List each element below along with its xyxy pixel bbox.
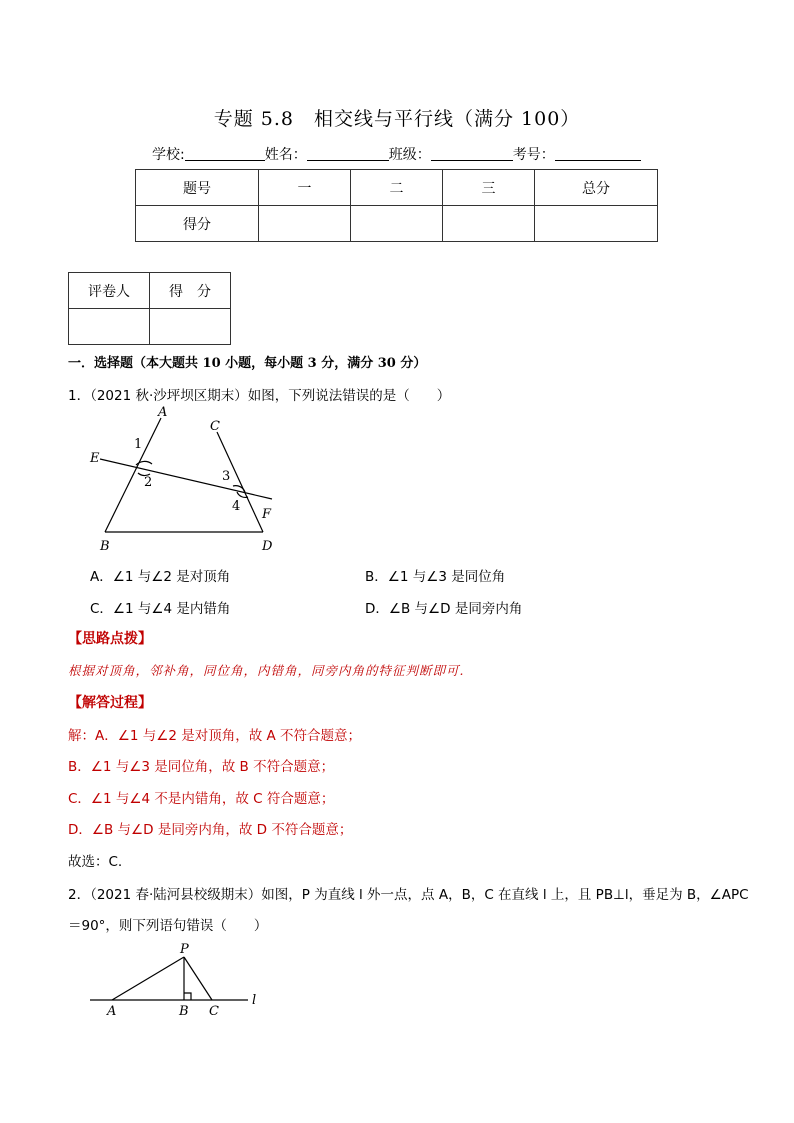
- point-D-label: D: [262, 539, 273, 554]
- angle-2-label: 2: [144, 475, 153, 490]
- score-table-score-row: [136, 206, 658, 242]
- line-AB: [105, 418, 161, 532]
- hint-heading: 【思路点拨】: [68, 631, 152, 647]
- score-cell[interactable]: [259, 206, 351, 242]
- score-cell[interactable]: [443, 206, 535, 242]
- score-header-cell: 题号: [136, 170, 259, 206]
- name-label: 姓名：: [264, 147, 307, 163]
- solution-line: C．∠1 与∠4 不是内错角，故 C 符合题意；: [68, 791, 335, 807]
- point-E-label: E: [90, 451, 100, 466]
- class-label: 班级：: [388, 147, 431, 163]
- question-1-stem: 1．（2021 秋·沙坪坝区期末）如图，下列说法错误的是（ ）: [68, 388, 451, 404]
- exam-no-label: 考号：: [512, 147, 555, 163]
- line-l-label: l: [252, 993, 257, 1008]
- solution-conclusion: 故选：C.: [68, 854, 123, 870]
- segment-PA: [112, 957, 184, 1000]
- question-2-stem-line-1: 2．（2021 春·陆河县校级期末）如图，P 为直线 l 外一点，点 A，B，C 在直线 l 上，且 PB⊥l，垂足为 B，∠APC: [68, 887, 749, 903]
- solution-line: B．∠1 与∠3 是同位角，故 B 不符合题意；: [68, 759, 335, 775]
- option-a[interactable]: A．∠1 与∠2 是对顶角: [90, 569, 231, 585]
- point-B-label: B: [179, 1004, 189, 1019]
- score-table-header-row: [136, 170, 658, 206]
- school-label: 学校:: [152, 147, 185, 163]
- right-angle-mark: [184, 993, 191, 1000]
- point-B-label: B: [100, 539, 110, 554]
- point-C-label: C: [210, 419, 220, 434]
- page-title: 专题 5.8 相交线与平行线（满分 100）: [213, 108, 581, 130]
- point-A-label: A: [107, 1004, 117, 1019]
- grader-cell[interactable]: [69, 309, 150, 345]
- question-1-figure: [80, 402, 290, 562]
- option-d[interactable]: D．∠B 与∠D 是同旁内角: [365, 601, 523, 617]
- option-b[interactable]: B．∠1 与∠3 是同位角: [365, 569, 506, 585]
- score-table: [135, 169, 658, 242]
- solution-line: 解：A．∠1 与∠2 是对顶角，故 A 不符合题意；: [68, 728, 362, 744]
- angle-3-label: 3: [222, 469, 231, 484]
- solution-line: D．∠B 与∠D 是同旁内角，故 D 不符合题意；: [68, 822, 353, 838]
- point-C-label: C: [209, 1004, 219, 1019]
- point-A-label: A: [158, 405, 168, 420]
- section-heading: 一．选择题（本大题共 10 小题，每小题 3 分，满分 30 分）: [68, 356, 427, 371]
- angle-4-label: 4: [232, 499, 241, 514]
- question-2-figure: [85, 940, 275, 1020]
- student-info-line: [152, 144, 641, 164]
- grader-score-cell[interactable]: [150, 309, 231, 345]
- grader-table: [68, 272, 231, 345]
- class-blank[interactable]: [431, 146, 513, 161]
- grader-label: 评卷人: [69, 273, 150, 309]
- grader-score-label: 得 分: [150, 273, 231, 309]
- line-EF: [100, 459, 272, 499]
- question-2-stem-line-2: ＝90°，则下列语句错误（ ）: [68, 918, 268, 934]
- school-blank[interactable]: [185, 146, 265, 161]
- score-header-cell: 三: [443, 170, 535, 206]
- exam-no-blank[interactable]: [555, 146, 641, 161]
- solution-heading: 【解答过程】: [68, 695, 152, 711]
- score-header-cell: 总分: [535, 170, 658, 206]
- score-header-cell: 二: [351, 170, 443, 206]
- score-header-cell: 一: [259, 170, 351, 206]
- score-row-label: 得分: [136, 206, 259, 242]
- angle-1-label: 1: [134, 437, 143, 452]
- name-blank[interactable]: [307, 146, 389, 161]
- hint-text: 根据对顶角，邻补角，同位角，内错角，同旁内角的特征判断即可.: [68, 663, 465, 678]
- point-P-label: P: [180, 942, 189, 957]
- score-cell[interactable]: [535, 206, 658, 242]
- point-F-label: F: [262, 507, 272, 522]
- option-c[interactable]: C．∠1 与∠4 是内错角: [90, 601, 231, 617]
- score-cell[interactable]: [351, 206, 443, 242]
